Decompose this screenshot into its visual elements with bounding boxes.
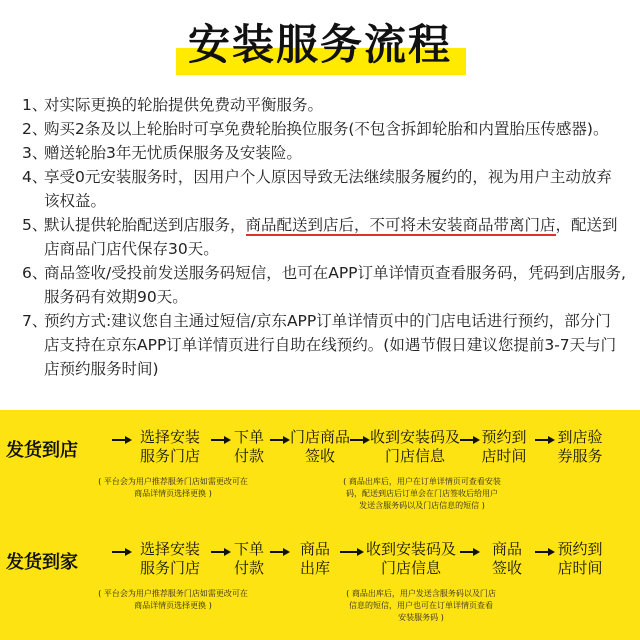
flow-step: 收到安装码及门店信息 [366,540,457,577]
flow-start-label: 发货到店 [6,440,78,461]
flow-step: 收到安装码及门店信息 [370,428,461,465]
flow-step: 选择安装服务门店 [139,540,200,577]
flow-step: 预约到店时间 [481,428,527,465]
flow-step: 门店商品签收 [290,428,351,465]
arrow-icon [535,551,551,553]
rule-text: 赠送轮胎3年无忧质保服务及安装险。 [44,144,302,162]
arrow-icon [270,439,286,441]
rule-text: 预约方式:建议您自主通过短信/京东APP订单详情页中的门店电话进行预约，部分门店支持在京东APP订单详情页进行自助在线预约。(如遇节假日建议您提前3-7天与门店预约服务时间) [44,312,617,378]
arrow-icon [535,439,551,441]
flow-step: 下单付款 [233,428,264,465]
arrow-icon [340,551,360,553]
rule-number: 1、 [22,96,48,114]
page-title: 安装服务流程 [187,20,452,69]
flow-step: 选择安装服务门店 [139,428,200,465]
rule-number: 4、 [22,168,48,186]
rule-item [22,213,626,261]
flow-note: ( 平台会为用户推荐服务门店如需更改可在商品详情页选择更换 ) [98,477,248,498]
flow-step: 商品签收 [491,540,522,577]
flow-start-label: 发货到家 [6,552,78,573]
flow-step: 商品出库 [299,540,330,577]
arrow-icon [112,551,128,553]
rule-number: 2、 [22,120,48,138]
title-area [0,6,640,86]
arrow-icon [460,439,476,441]
arrow-icon [211,551,227,553]
rule-text-pre: 默认提供轮胎配送到店服务， [44,216,246,234]
rule-item [22,117,626,141]
flow-step: 到店验券服务 [557,428,603,465]
arrow-icon [211,439,227,441]
rule-number: 7、 [22,312,48,330]
rule-number: 3、 [22,144,48,162]
arrow-icon [270,551,286,553]
rule-item [22,93,626,117]
rule-item [22,165,626,213]
rule-text: 购买2条及以上轮胎时可享免费轮胎换位服务(不包含拆卸轮胎和内置胎压传感器)。 [44,120,609,138]
rules-list [22,93,626,381]
rule-text: 享受0元安装服务时，因用户个人原因导致无法继续服务履约的，视为用户主动放弃该权益。 [44,168,612,210]
rule-item [22,261,626,309]
flow-step: 预约到店时间 [557,540,603,577]
arrow-icon [112,439,128,441]
rule-text: 对实际更换的轮胎提供免费动平衡服务。 [44,96,324,114]
flow-note: ( 商品出库后，用户发送含服务码以及门店信息的短信，用户也可在订单详情页查看安装服务码 ) [346,589,496,622]
flow-note: ( 商品出库后，用户在订单详情页可查看安装码，配送到店后订单会在门店签收后给用户发送含服务码以及门店信息的短信 ) [343,477,501,510]
rule-text: 商品签收/受投前发送服务码短信，也可在APP订单详情页查看服务码，凭码到店服务,服务码有效期90天。 [44,264,626,306]
arrow-icon [350,439,366,441]
rule-item [22,309,626,381]
rule-number: 5、 [22,216,48,234]
flow-note: ( 平台会为用户推荐服务门店如需更改可在商品详情页选择更换 ) [98,589,248,610]
flow-step: 下单付款 [233,540,264,577]
rule-highlight-text: 商品配送到店后，不可将未安装商品带离门店 [245,216,556,234]
rule-item [22,141,626,165]
rule-text [44,213,626,261]
flow-section [0,410,640,640]
rule-text-post: ，配送到店商品门店代保存30天。 [44,216,618,258]
rule-number: 6、 [22,264,48,282]
arrow-icon [460,551,476,553]
